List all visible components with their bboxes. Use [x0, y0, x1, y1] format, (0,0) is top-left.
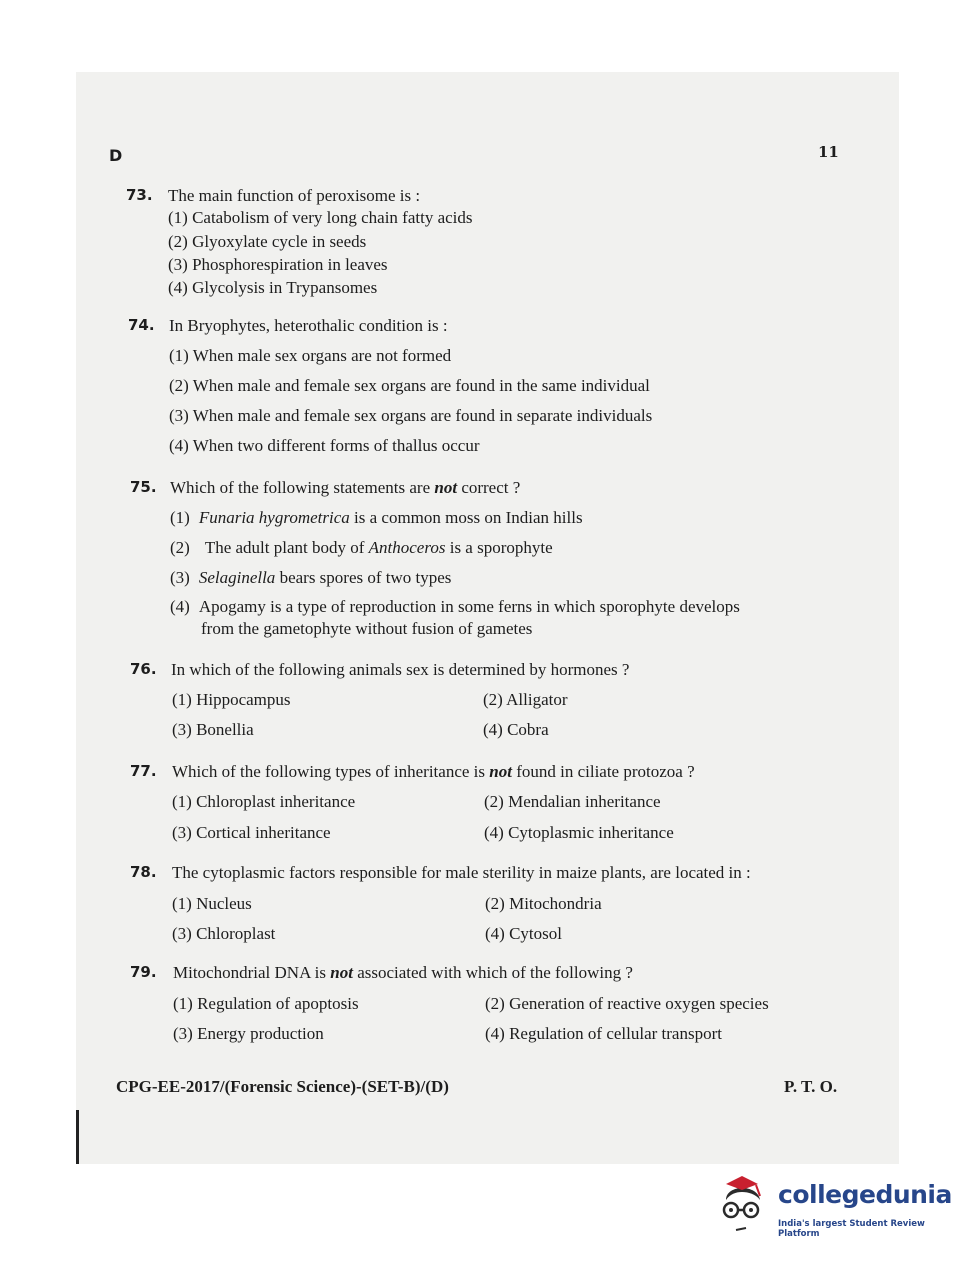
option-4: (4) Cytosol: [485, 924, 562, 943]
option-1: (1) Chloroplast inheritance: [172, 792, 356, 811]
question-text: Which of the following types of inheritance is not found in ciliate protozoa ?: [172, 762, 695, 781]
option-2: (2) Mendalian inheritance: [484, 792, 661, 811]
page-number: 11: [818, 143, 839, 161]
option-3: (3) Phosphorespiration in leaves: [168, 255, 388, 274]
option-3: (3) Cortical inheritance: [172, 823, 331, 842]
option-3: (3) When male and female sex organs are found in separate individuals: [169, 406, 653, 425]
option-4-continued: from the gametophyte without fusion of gametes: [201, 619, 533, 638]
option-4: (4) Apogamy is a type of reproduction in some ferns in which sporophyte develops: [170, 597, 740, 616]
question-text: Mitochondrial DNA is not associated with which of the following ?: [173, 963, 633, 982]
question-number: 76.: [130, 660, 157, 678]
option-3: (3) Chloroplast: [172, 924, 276, 943]
collegedunia-mascot-icon: [712, 1172, 774, 1242]
question-number: 74.: [128, 316, 155, 334]
question-text: In which of the following animals sex is determined by hormones ?: [171, 660, 630, 679]
option-2: (2) Generation of reactive oxygen species: [485, 994, 769, 1013]
option-4: (4) Regulation of cellular transport: [485, 1024, 722, 1043]
scan-edge-mark: [76, 1110, 79, 1164]
option-2: (2) Mitochondria: [485, 894, 602, 913]
option-1: (1) Catabolism of very long chain fatty acids: [168, 208, 473, 227]
option-1: (1) Funaria hygrometrica is a common moss on Indian hills: [170, 508, 583, 527]
option-2: (2) Glyoxylate cycle in seeds: [168, 232, 367, 251]
question-text: The main function of peroxisome is :: [168, 186, 421, 205]
question-number: 78.: [130, 863, 157, 881]
option-4: (4) Glycolysis in Trypansomes: [168, 278, 378, 297]
option-1: (1) Hippocampus: [172, 690, 291, 709]
brand-tagline: India's largest Student Review Platform: [778, 1219, 925, 1239]
question-number: 79.: [130, 963, 157, 981]
option-4: (4) Cobra: [483, 720, 549, 739]
option-2: (2) Alligator: [483, 690, 568, 709]
option-4: (4) When two different forms of thallus occur: [169, 436, 480, 455]
option-4: (4) Cytoplasmic inheritance: [484, 823, 674, 842]
option-2: (2) The adult plant body of Anthoceros is a sporophyte: [170, 538, 553, 557]
option-2: (2) When male and female sex organs are found in the same individual: [169, 376, 650, 395]
question-number: 75.: [130, 478, 157, 496]
question-text: The cytoplasmic factors responsible for male sterility in maize plants, are located in :: [172, 863, 751, 882]
exam-code: CPG-EE-2017/(Forensic Science)-(SET-B)/(D): [116, 1077, 449, 1096]
question-text: Which of the following statements are not correct ?: [170, 478, 521, 497]
brand-name: collegedunia: [778, 1180, 952, 1209]
please-turn-over: P. T. O.: [784, 1077, 838, 1096]
option-1: (1) When male sex organs are not formed: [169, 346, 452, 365]
question-text: In Bryophytes, heterothalic condition is :: [169, 316, 448, 335]
option-1: (1) Regulation of apoptosis: [173, 994, 359, 1013]
collegedunia-watermark: [712, 1172, 952, 1242]
option-3: (3) Bonellia: [172, 720, 254, 739]
option-1: (1) Nucleus: [172, 894, 252, 913]
option-3: (3) Energy production: [173, 1024, 324, 1043]
question-number: 73.: [126, 186, 153, 204]
option-3: (3) Selaginella bears spores of two types: [170, 568, 452, 587]
set-letter: D: [109, 146, 123, 165]
question-number: 77.: [130, 762, 157, 780]
